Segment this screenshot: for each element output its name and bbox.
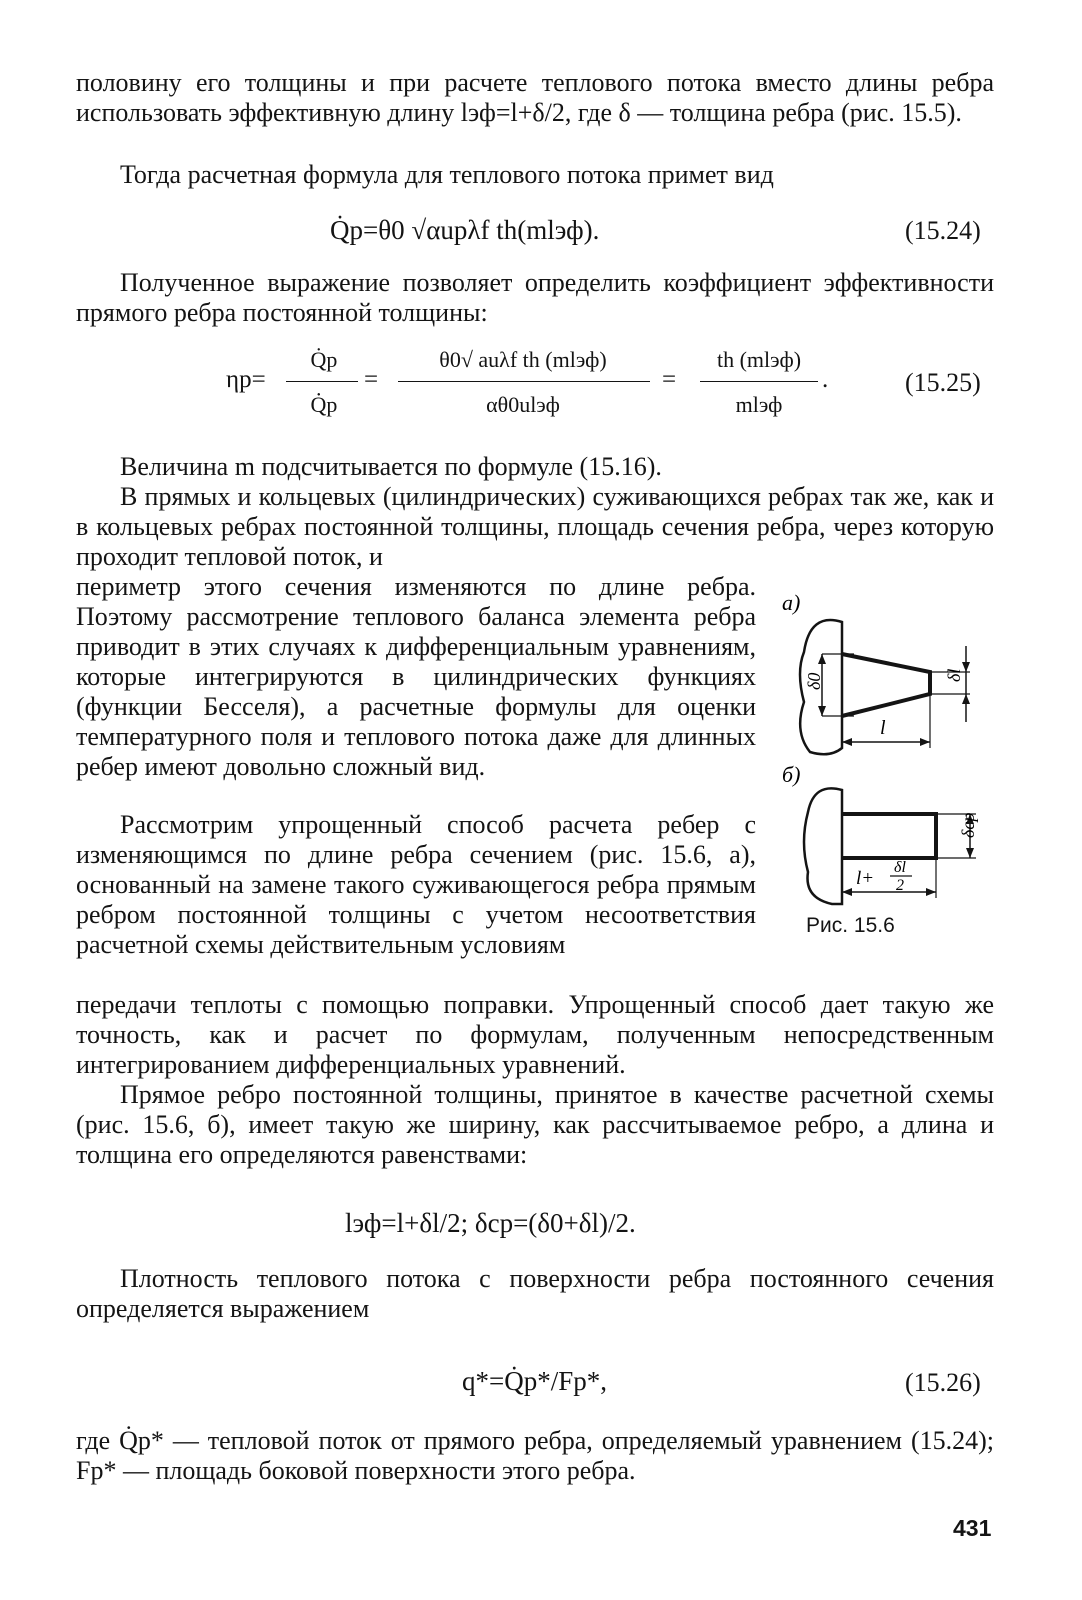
- delta0-label: δ0: [804, 672, 824, 690]
- paragraph: половину его толщины и при расчете теплового потока вместо длины ребра использовать эффективную длину lэф=l+δ/2, где δ — толщина ребра (рис. 15.5).: [76, 68, 994, 127]
- paragraph: где Q̇р* — тепловой поток от прямого ребра, определяемый уравнением (15.24); Fр* — площадь боковой поверхности этого ребра.: [76, 1426, 994, 1485]
- fraction-denominator: mlэф: [735, 392, 783, 417]
- paragraph: Тогда расчетная формула для теплового потока примет вид: [120, 160, 774, 189]
- equation-15-26: q*=Q̇р*/Fр*,: [462, 1366, 607, 1396]
- paragraph: Рассмотрим упрощенный способ расчета ребер с изменяющимся по длине ребра сечением (рис. 15.6, а), основанный на замене такого суживающегося ребра прямым ребром постоянной толщины с учетом несоответствия расчетной схемы действительным условиям: [76, 810, 756, 959]
- fraction-denominator: Q̇̇р: [310, 392, 338, 417]
- equals-sign: =: [662, 366, 677, 393]
- paragraph: Плотность теплового потока с поверхности ребра постоянного сечения определяется выражением: [76, 1264, 994, 1323]
- figure-label-a: а): [782, 590, 801, 615]
- equation-number: (15.25): [905, 368, 981, 397]
- frac-bot-label: 2: [896, 877, 904, 894]
- fraction-numerator: Q̇р: [310, 347, 338, 372]
- equation-equalities: lэф=l+δl/2; δср=(δ0+δl)/2.: [345, 1208, 636, 1238]
- fraction-denominator: αθ0ulэф: [486, 392, 560, 417]
- figure-caption: Рис. 15.6: [806, 914, 895, 937]
- l-label: l: [880, 717, 886, 739]
- fraction-line: [286, 381, 358, 382]
- equation-number: (15.24): [905, 216, 981, 245]
- equation-15-24: Q̇р=θ0 √αupλf th(mlэф).: [330, 215, 600, 245]
- paragraph: передачи теплоты с помощью поправки. Упрощенный способ дает такую же точность, как и расчет по формулам, полученным непосредственным интегрированием дифференциальных уравнений.: [76, 990, 994, 1079]
- figure-label-b: б): [782, 762, 801, 787]
- paragraph: Полученное выражение позволяет определить коэффициент эффективности прямого ребра постоянной толщины:: [76, 268, 994, 327]
- paragraph: Прямое ребро постоянной толщины, принятое в качестве расчетной схемы (рис. 15.6, б), имеет такую же ширину, как рассчитываемое ребро, а длина и толщина его определяются равенствами:: [76, 1080, 994, 1169]
- deltacp-label: δср: [958, 812, 978, 838]
- frac-top-label: δl: [894, 859, 906, 876]
- lplus-label: l+: [856, 868, 875, 889]
- equation-number: (15.26): [905, 1368, 981, 1397]
- paragraph: Величина m подсчитывается по формуле (15.16).: [120, 452, 662, 481]
- fraction-numerator: th (mlэф): [716, 347, 802, 372]
- fraction-line: [398, 381, 650, 382]
- fraction-line: [700, 381, 818, 382]
- paragraph: периметр этого сечения изменяются по длине ребра. Поэтому рассмотрение теплового баланса элемента ребра приводит в этих случаях к дифференциальным уравнениям, которые интегрируются в цилиндрических функциях (функции Бесселя), а расчетные формулы для оценки температурного поля и теплового потока даже для длинных ребер имеют довольно сложный вид.: [76, 572, 756, 781]
- equals-sign: =: [364, 366, 379, 393]
- deltal-label: δl: [944, 668, 964, 682]
- page-number: 431: [953, 1515, 992, 1541]
- fraction-numerator: θ0√ auλf th (mlэф): [439, 347, 607, 372]
- equation-lhs: ηр=: [226, 366, 266, 393]
- paragraph: В прямых и кольцевых (цилиндрических) суживающихся ребрах так же, как и в кольцевых ребрах постоянной толщины, площадь сечения ребра, через которую проходит тепловой поток, и: [76, 482, 994, 571]
- period: .: [822, 366, 829, 393]
- figure-15-6: [770, 582, 1000, 922]
